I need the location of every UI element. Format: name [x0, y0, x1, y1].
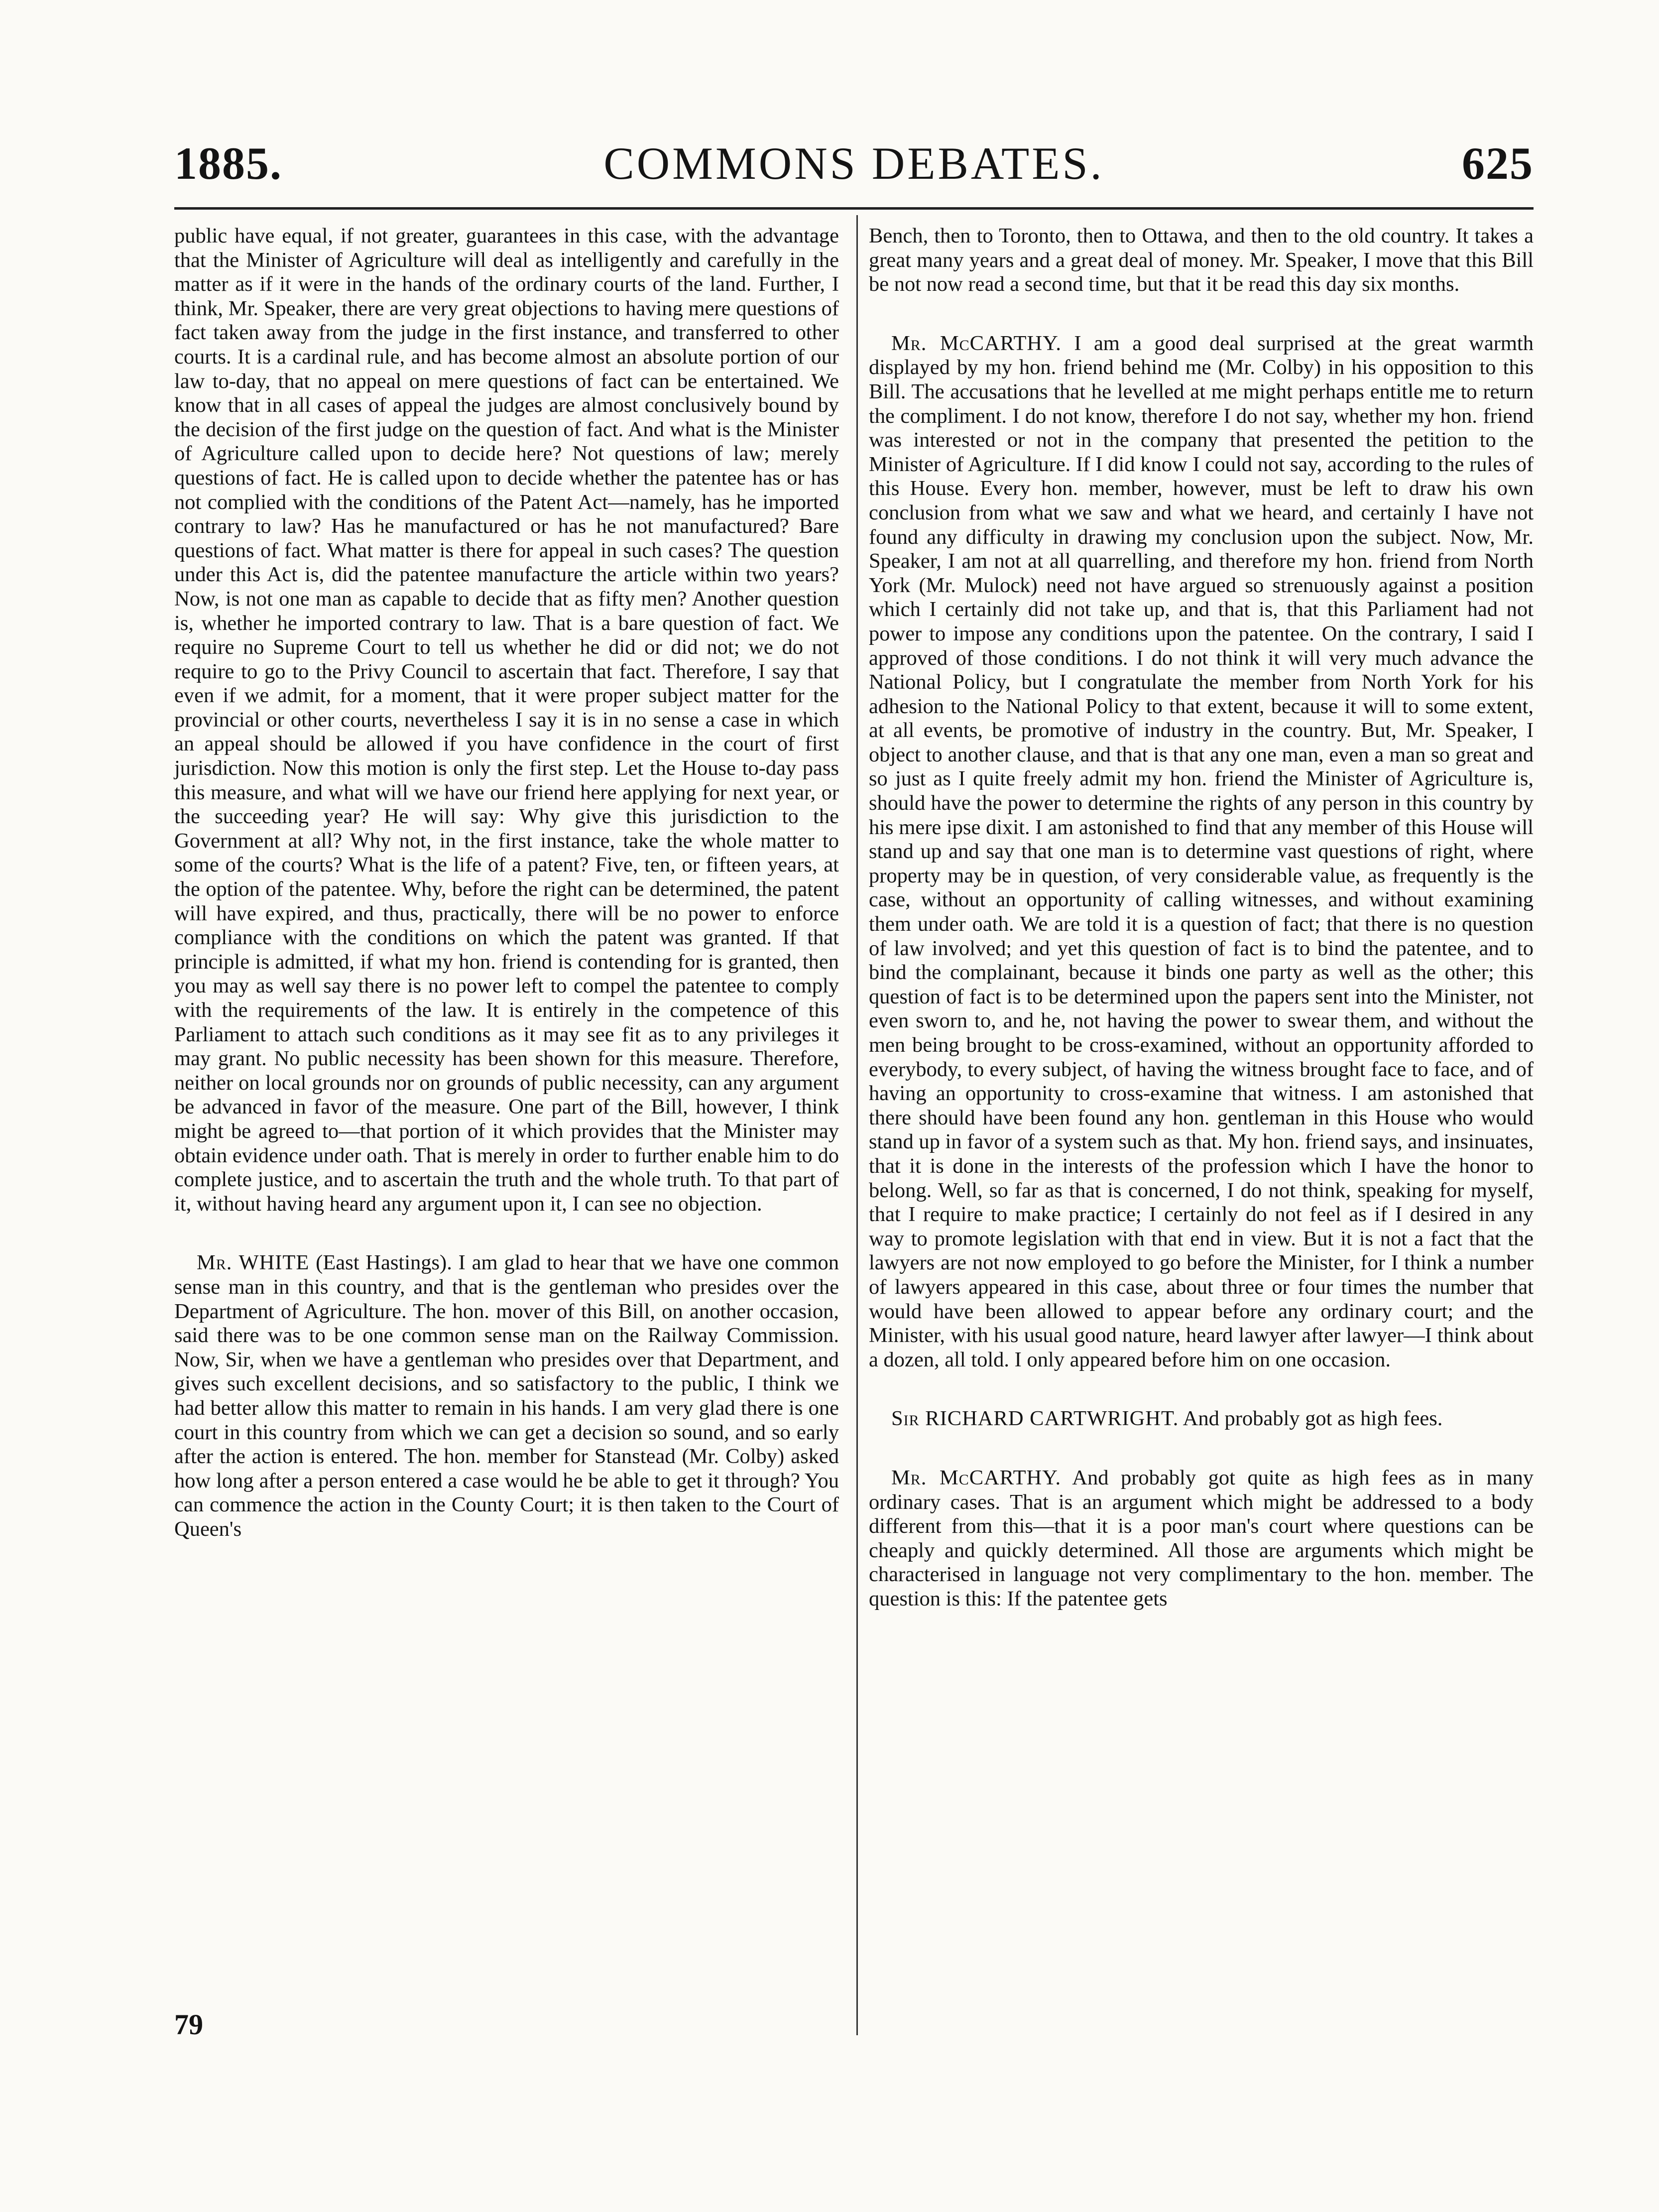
header-page-number: 625 [1462, 138, 1534, 189]
speaker-name: Mr. WHITE [197, 1251, 310, 1275]
paragraph [869, 1407, 1534, 1431]
header-year: 1885. [174, 138, 282, 189]
speaker-name: Mr. McCARTHY. [891, 331, 1062, 355]
speaker-name: Mr. McCARTHY. [891, 1466, 1062, 1489]
header-title: COMMONS DEBATES. [603, 138, 1104, 189]
speaker-name: Sir RICHARD CARTWRIGHT. [891, 1407, 1179, 1431]
header-rule [174, 207, 1534, 210]
speech-text: And probably got as high fees. [1179, 1407, 1443, 1431]
signature-mark: 79 [174, 2008, 203, 2041]
left-column [174, 224, 839, 1576]
column-divider [856, 215, 858, 2035]
speech-text: (East Hastings). I am glad to hear that we have one common sense man in this country, and that is the gentleman who presides over the Department of Agriculture. The hon. mover of this Bill, on another occasion, said there was to be one common sense man on the Railway Commission. Now, Sir, when we have a gentleman who presides over that Department, and gives such excellent decisions, and so satisfactory to the public, I think we had better allow this matter to remain in his hands. I am very glad there is one court in this country from which we can get a decision so sound, and so early after the action is entered. The hon. member for Stanstead (Mr. Colby) asked how long after a person entered a case would he be able to get it through? You can commence the action in the County Court; it is then taken to the Court of Queen's [174, 1251, 839, 1541]
paragraph [174, 1251, 839, 1541]
paragraph: Bench, then to Toronto, then to Ottawa, and then to the old country. It takes a great many years and a great deal of money. Mr. Speaker, I move that this Bill be not now read a second time, but that it be read this day six months. [869, 224, 1534, 296]
paragraph [869, 332, 1534, 1372]
right-column [869, 224, 1534, 1646]
speech-text: And probably got quite as high fees as in many ordinary cases. That is an argument which might be addressed to a body different from this—that it is a poor man's court where questions can be cheaply and quickly determined. All those are arguments which might be characterised in language not very complimentary to the hon. member. The question is this: If the patentee gets [869, 1466, 1534, 1610]
speech-text: I am a good deal surprised at the great warmth displayed by my hon. friend behind me (Mr. Colby) in his opposition to this Bill. The accusations that he levelled at me might perhaps entitle me to return the compliment. I do not know, therefore I do not say, whether my hon. friend was interested or not in the company that presented the petition to the Minister of Agriculture. If I did know I could not say, according to the rules of this House. Every hon. member, however, must be left to draw his own conclusion from what we saw and what we heard, and certainly I have not found any difficulty in drawing my conclusion upon the subject. Now, Mr. Speaker, I am not at all quarrelling, and therefore my hon. friend from North York (Mr. Mulock) need not have argued so strenuously against a position which I certainly did not take up, and that is, that this Parliament had not power to impose any conditions upon the patentee. On the contrary, I said I approved of those conditions. I do not think it will very much advance the National Policy, but I congratulate the member from North York for his adhesion to the National Policy to that extent, because it will to some extent, at all events, be promotive of industry in the country. But, Mr. Speaker, I object to another clause, and that is that any one man, even a man so great and so just as I quite freely admit my hon. friend the Minister of Agriculture is, should have the power to determine the rights of any person in this country by his mere ipse dixit. I am astonished to find that any member of this House will stand up and say that one man is to determine vast questions of right, where property may be in question, of very considerable value, as frequently is the case, without an opportunity of calling witnesses, and without examining them under oath. We are told it is a question of fact; that there is no question of law involved; and yet this question of fact is to bind the patentee, and to bind the complainant, because it binds one party as well as the other; this question of fact is to be determined upon the papers sent into the Minister, not even sworn to, and he, not having the power to swear them, and without the men being brought to be cross-examined, without an opportunity afforded to everybody, to every subject, of having the witness brought face to face, and of having an opportunity to cross-examine that witness. I am astonished that there should have been found any hon. gentleman in this House who would stand up in favor of a system such as that. My hon. friend says, and insinuates, that it is done in the interests of the profession which I have the honor to belong. Well, so far as that is concerned, I do not think, speaking for myself, that I require to make practice; I certainly do not feel as if I desired in any way to promote legislation with that end in view. But it is not a fact that the lawyers are not now employed to go before the Minister, for I think a number of lawyers appeared in this case, about three or four times the number that would have been allowed to appear before any ordinary court; and the Minister, with his usual good nature, heard lawyer after lawyer—I think about a dozen, all told. I only appeared before him on one occasion. [869, 331, 1534, 1371]
paragraph [869, 1466, 1534, 1611]
page-header [174, 133, 1534, 203]
paragraph: public have equal, if not greater, guarantees in this case, with the advantage that the Minister of Agriculture will deal as intelligently and carefully in the matter as if it were in the hands of the ordinary courts of the land. Further, I think, Mr. Speaker, there are very great objections to having mere questions of fact taken away from the judge in the first instance, and transferred to other courts. It is a cardinal rule, and has become almost an absolute portion of our law to-day, that no appeal on mere questions of fact can be entertained. We know that in all cases of appeal the judges are almost conclusively bound by the decision of the first judge on the question of fact. And what is the Minister of Agriculture called upon to decide here? Not questions of law; merely questions of fact. He is called upon to decide whether the patentee has or has not complied with the conditions of the Patent Act—namely, has he imported contrary to law? Has he manufactured or has he not manufactured? Bare questions of fact. What matter is there for appeal in such cases? The question under this Act is, did the patentee manufacture the article within two years? Now, is not one man as capable to decide that as fifty men? Another question is, whether he imported contrary to law. That is a bare question of fact. We require no Supreme Court to tell us whether he did or did not; we do not require to go to the Privy Council to ascertain that fact. Therefore, I say that even if we admit, for a moment, that it were proper subject matter for the provincial or other courts, nevertheless I say it is in no sense a case in which an appeal should be allowed if you have confidence in the court of first jurisdiction. Now this motion is only the first step. Let the House to-day pass this measure, and what will we have our friend here applying for next year, or the succeeding year? He will say: Why give this jurisdiction to the Government at all? Why not, in the first instance, take the whole matter to some of the courts? What is the life of a patent? Five, ten, or fifteen years, at the option of the patentee. Why, before the right can be determined, the patent will have expired, and thus, practically, there will be no power to enforce compliance with the conditions on which the patent was granted. If that principle is admitted, if what my hon. friend is contending for is granted, then you may as well say there is no power left to compel the patentee to comply with the requirements of the law. It is entirely in the competence of this Parliament to attach such conditions as it may see fit as to any privileges it may grant. No public necessity has been shown for this measure. Therefore, neither on local grounds nor on grounds of public necessity, can any argument be advanced in favor of the measure. One part of the Bill, however, I think might be agreed to—that portion of it which provides that the Minister may obtain evidence under oath. That is merely in order to further enable him to do complete justice, and to ascertain the truth and the whole truth. To that part of it, without having heard any argument upon it, I can see no objection. [174, 224, 839, 1216]
